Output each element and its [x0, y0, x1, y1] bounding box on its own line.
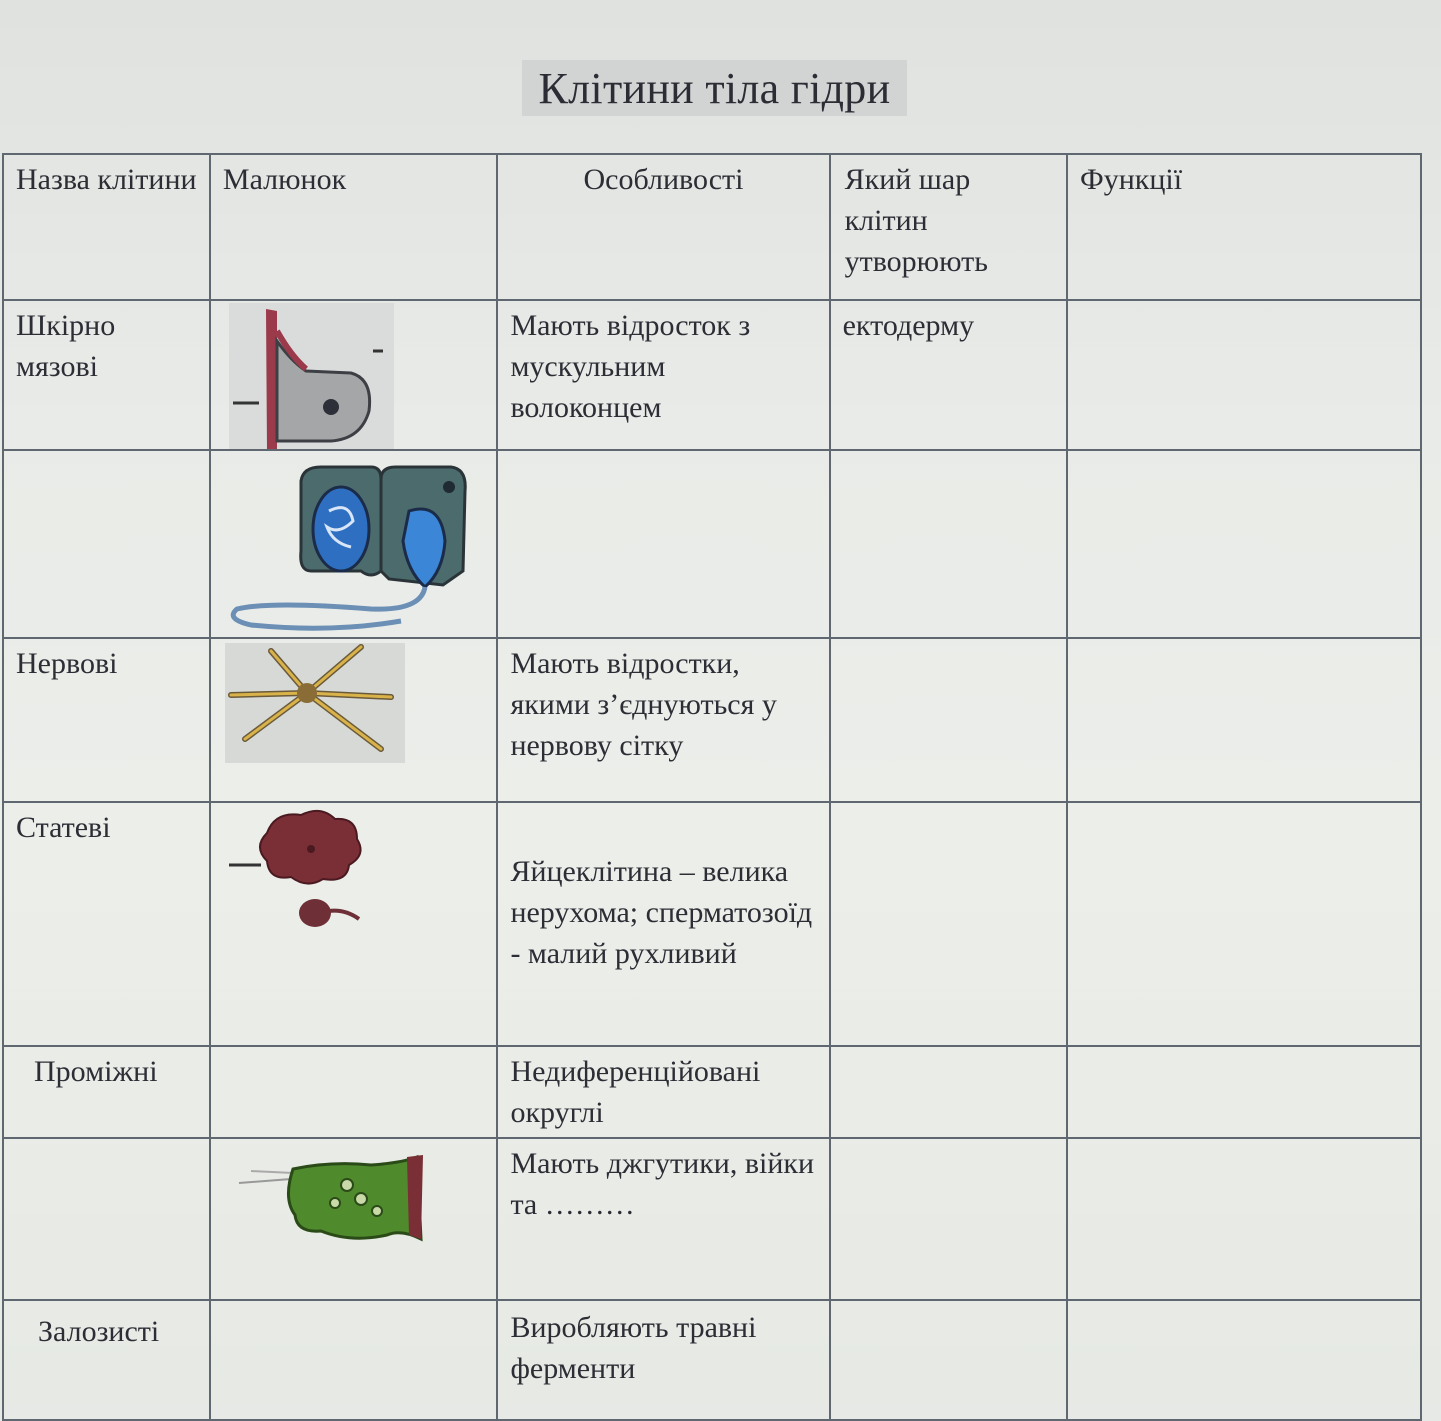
- table-row: [3, 1046, 1421, 1138]
- table-row: [3, 802, 1421, 1046]
- cell-features: Мають відросток з мускульним волоконцем: [497, 300, 829, 450]
- cell-picture: [210, 1046, 498, 1138]
- header-picture: Малюнок: [210, 154, 498, 300]
- cell-picture: [210, 1138, 498, 1300]
- cell-functions: [1067, 300, 1421, 450]
- cell-picture: [210, 450, 498, 638]
- cell-name: [3, 1138, 210, 1300]
- cell-name: Статеві: [3, 802, 210, 1046]
- cell-functions: [1067, 802, 1421, 1046]
- cell-features: Мають відростки, якими з’єднуються у нервову сітку: [497, 638, 829, 802]
- cell-features: Недиференційовані округлі: [497, 1046, 829, 1138]
- cell-features: Яйцеклітина – велика нерухома; сперматозоїд - малий рухливий: [497, 802, 829, 1046]
- header-features: Особливості: [497, 154, 829, 300]
- cell-layer: ектодерму: [830, 300, 1067, 450]
- table-row: [3, 1300, 1421, 1420]
- cell-name: Нервові: [3, 638, 210, 802]
- cell-functions: [1067, 1138, 1421, 1300]
- skin-muscle-cell-icon: [211, 301, 475, 449]
- cell-picture: [210, 300, 498, 450]
- stinging-cells-icon: [211, 451, 475, 637]
- cell-layer: [830, 450, 1067, 638]
- cell-layer: [830, 1046, 1067, 1138]
- cell-features: [497, 450, 829, 638]
- nerve-cell-icon: [211, 639, 475, 801]
- digestive-muscle-cell-icon: [211, 1139, 475, 1299]
- cell-name: Залозисті: [3, 1300, 210, 1420]
- cell-picture: [210, 1300, 498, 1420]
- header-functions: Функції: [1067, 154, 1421, 300]
- table-row: [3, 1138, 1421, 1300]
- cell-functions: [1067, 638, 1421, 802]
- cells-table: [2, 153, 1422, 1421]
- cell-name: Проміжні: [3, 1046, 210, 1138]
- table-row: [3, 300, 1421, 450]
- cell-name: Шкірно мязові: [3, 300, 210, 450]
- table-row: [3, 638, 1421, 802]
- cell-features: Виробляють травні ферменти: [497, 1300, 829, 1420]
- table-row: [3, 450, 1421, 638]
- cell-functions: [1067, 1300, 1421, 1420]
- cell-layer: [830, 1138, 1067, 1300]
- cell-layer: [830, 802, 1067, 1046]
- cell-functions: [1067, 450, 1421, 638]
- header-name: Назва клітини: [3, 154, 210, 300]
- cell-layer: [830, 638, 1067, 802]
- cell-name: [3, 450, 210, 638]
- table-header-row: [3, 154, 1421, 300]
- document-title: Клітини тіла гідри: [522, 60, 907, 116]
- cell-picture: [210, 802, 498, 1046]
- sex-cells-icon: [211, 803, 475, 1045]
- cell-features: Мають джгутики, війки та ………: [497, 1138, 829, 1300]
- header-layer: Який шар клітин утворюють: [830, 154, 1067, 300]
- cell-functions: [1067, 1046, 1421, 1138]
- cell-picture: [210, 638, 498, 802]
- cell-layer: [830, 1300, 1067, 1420]
